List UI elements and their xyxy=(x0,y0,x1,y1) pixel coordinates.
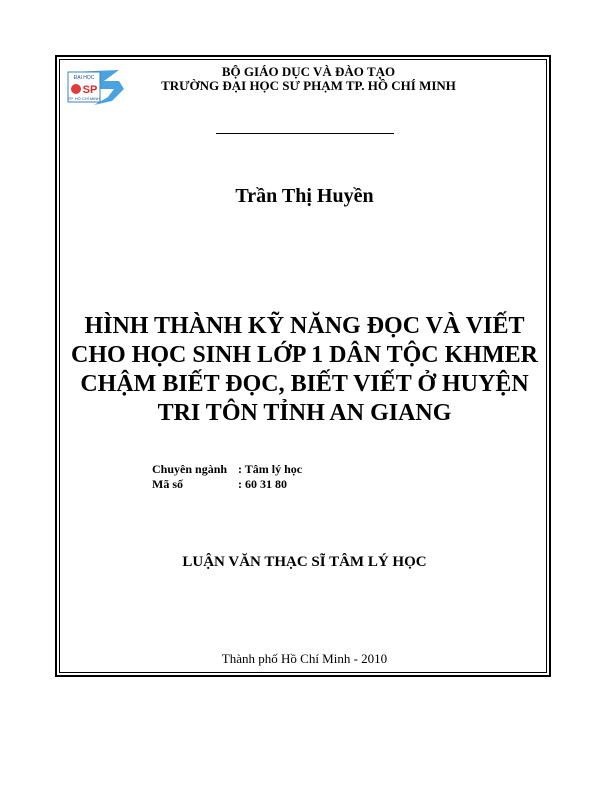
ministry-name: BỘ GIÁO DỤC VÀ ĐÀO TẠO xyxy=(221,64,396,79)
major-label: Chuyên ngành xyxy=(152,462,228,476)
title-line: TRI TÔN TỈNH AN GIANG xyxy=(157,400,452,426)
title-line: CHO HỌC SINH LỚP 1 DÂN TỘC KHMER xyxy=(71,342,538,368)
code-row xyxy=(152,477,302,492)
place-date: Thành phố Hồ Chí Minh - 2010 xyxy=(221,651,388,666)
title-line: HÌNH THÀNH KỸ NĂNG ĐỌC VÀ VIẾT xyxy=(84,313,525,339)
code-value: : 60 31 80 xyxy=(238,477,287,491)
major-value: : Tâm lý học xyxy=(238,462,303,476)
university-name: TRƯỜNG ĐẠI HỌC SƯ PHẠM TP. HỒ CHÍ MINH xyxy=(161,78,456,93)
header-divider xyxy=(216,133,394,134)
thesis-title xyxy=(0,312,609,428)
thesis-meta xyxy=(152,462,302,492)
logo-main-text: SP xyxy=(82,84,98,96)
degree-title: LUẬN VĂN THẠC SĨ TÂM LÝ HỌC xyxy=(182,554,427,570)
title-line: CHẬM BIẾT ĐỌC, BIẾT VIẾT Ở HUYỆN xyxy=(80,371,529,397)
major-row xyxy=(152,462,302,477)
author-name: Trần Thị Huyền xyxy=(235,185,374,207)
logo-top-text: ĐẠI HỌC xyxy=(73,75,95,81)
logo-bottom-text: TP. HỒ CHÍ MINH xyxy=(67,96,101,101)
code-label: Mã số xyxy=(152,477,183,491)
